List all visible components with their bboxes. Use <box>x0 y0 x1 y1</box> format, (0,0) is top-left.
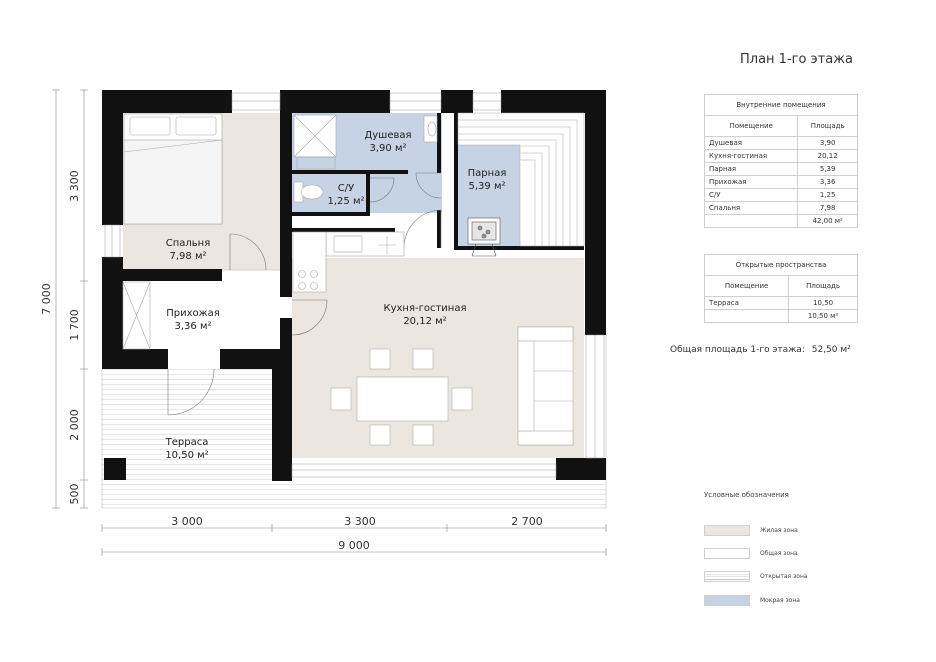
page-title: План 1-го этажа <box>740 52 853 67</box>
legend-item-living <box>704 524 798 536</box>
room-area-sauna: 5,39 м² <box>468 181 506 192</box>
interior-total: 42,00 м² <box>798 215 858 228</box>
corridor-floor <box>370 173 442 213</box>
table-row <box>705 297 858 310</box>
bed <box>124 114 222 224</box>
legend-swatch <box>704 548 750 559</box>
room-area-bedroom: 7,98 м² <box>169 251 207 262</box>
legend-item-open <box>704 570 808 582</box>
left-dimension-labels <box>40 170 81 504</box>
row-room: Кухня-гостиная <box>705 150 798 163</box>
legend-title: Условные обозначения <box>704 491 789 499</box>
table-row <box>705 137 858 150</box>
dim-left-total: 7 000 <box>40 283 53 315</box>
room-name-wc: С/У <box>337 183 355 194</box>
dim-bottom-2700: 2 700 <box>511 515 543 528</box>
table-row <box>705 202 858 215</box>
sauna-heater <box>468 218 500 256</box>
dim-bottom-total: 9 000 <box>338 539 370 552</box>
wardrobe <box>123 282 150 349</box>
row-area: 20,12 <box>798 150 858 163</box>
total-area <box>670 345 851 355</box>
open-table-caption: Открытые пространства <box>705 255 858 276</box>
bottom-dimension-labels <box>171 515 543 552</box>
row-area: 10,50 <box>789 297 858 310</box>
interior-header-room: Помещение <box>705 116 798 137</box>
legend-swatch <box>704 595 750 606</box>
legend-label: Общая зона <box>760 549 798 557</box>
table-total-row <box>705 310 858 323</box>
dim-bottom-3300: 3 300 <box>344 515 376 528</box>
legend-label: Открытая зона <box>760 572 808 580</box>
interior-header-area: Площадь <box>798 116 858 137</box>
row-area: 1,25 <box>798 189 858 202</box>
legend-swatch <box>704 571 750 582</box>
room-area-kitchen: 20,12 м² <box>403 316 447 327</box>
dim-left-2000: 2 000 <box>68 409 81 441</box>
legend-label: Мокрая зона <box>760 596 800 604</box>
total-area-value: 52,50 м² <box>811 345 851 355</box>
row-area: 3,90 <box>798 137 858 150</box>
total-empty <box>705 310 789 323</box>
terrace-deck <box>102 369 272 481</box>
total-area-label: Общая площадь 1-го этажа: <box>670 345 805 355</box>
interior-table-caption: Внутренние помещения <box>705 95 858 116</box>
room-name-shower: Душевая <box>364 130 412 141</box>
dim-left-500: 500 <box>68 483 81 505</box>
row-room: Парная <box>705 163 798 176</box>
table-row <box>705 176 858 189</box>
room-name-kitchen: Кухня-гостиная <box>383 303 467 314</box>
left-dimensions <box>52 90 88 508</box>
legend-item-wet <box>704 594 800 606</box>
row-area: 5,39 <box>798 163 858 176</box>
row-area: 3,36 <box>798 176 858 189</box>
sofa <box>518 327 573 445</box>
row-room: Спальня <box>705 202 798 215</box>
room-area-terrace: 10,50 м² <box>165 450 209 461</box>
table-row <box>705 150 858 163</box>
legend-swatch <box>704 525 750 536</box>
room-name-terrace: Терраса <box>165 437 209 448</box>
open-header-area: Площадь <box>789 276 858 297</box>
table-row <box>705 189 858 202</box>
row-room: Душевая <box>705 137 798 150</box>
dim-left-1700: 1 700 <box>68 309 81 341</box>
table-total-row <box>705 215 858 228</box>
terrace-bottom-deck <box>102 480 606 508</box>
dim-left-3300: 3 300 <box>68 170 81 202</box>
interior-rooms-table <box>704 94 858 228</box>
row-room: С/У <box>705 189 798 202</box>
total-empty <box>705 215 798 228</box>
legend-label: Жилая зона <box>760 526 798 534</box>
dim-bottom-3000: 3 000 <box>171 515 203 528</box>
room-area-wc: 1,25 м² <box>327 196 365 207</box>
room-area-shower: 3,90 м² <box>369 143 407 154</box>
legend-item-common <box>704 547 798 559</box>
table-row <box>705 163 858 176</box>
open-header-room: Помещение <box>705 276 789 297</box>
row-room: Терраса <box>705 297 789 310</box>
room-name-bedroom: Спальня <box>165 238 211 249</box>
row-room: Прихожая <box>705 176 798 189</box>
open-total: 10,50 м² <box>789 310 858 323</box>
room-name-sauna: Парная <box>467 168 507 179</box>
room-area-hallway: 3,36 м² <box>174 321 212 332</box>
row-area: 7,98 <box>798 202 858 215</box>
open-spaces-table <box>704 254 858 323</box>
room-name-hallway: Прихожая <box>166 308 220 319</box>
